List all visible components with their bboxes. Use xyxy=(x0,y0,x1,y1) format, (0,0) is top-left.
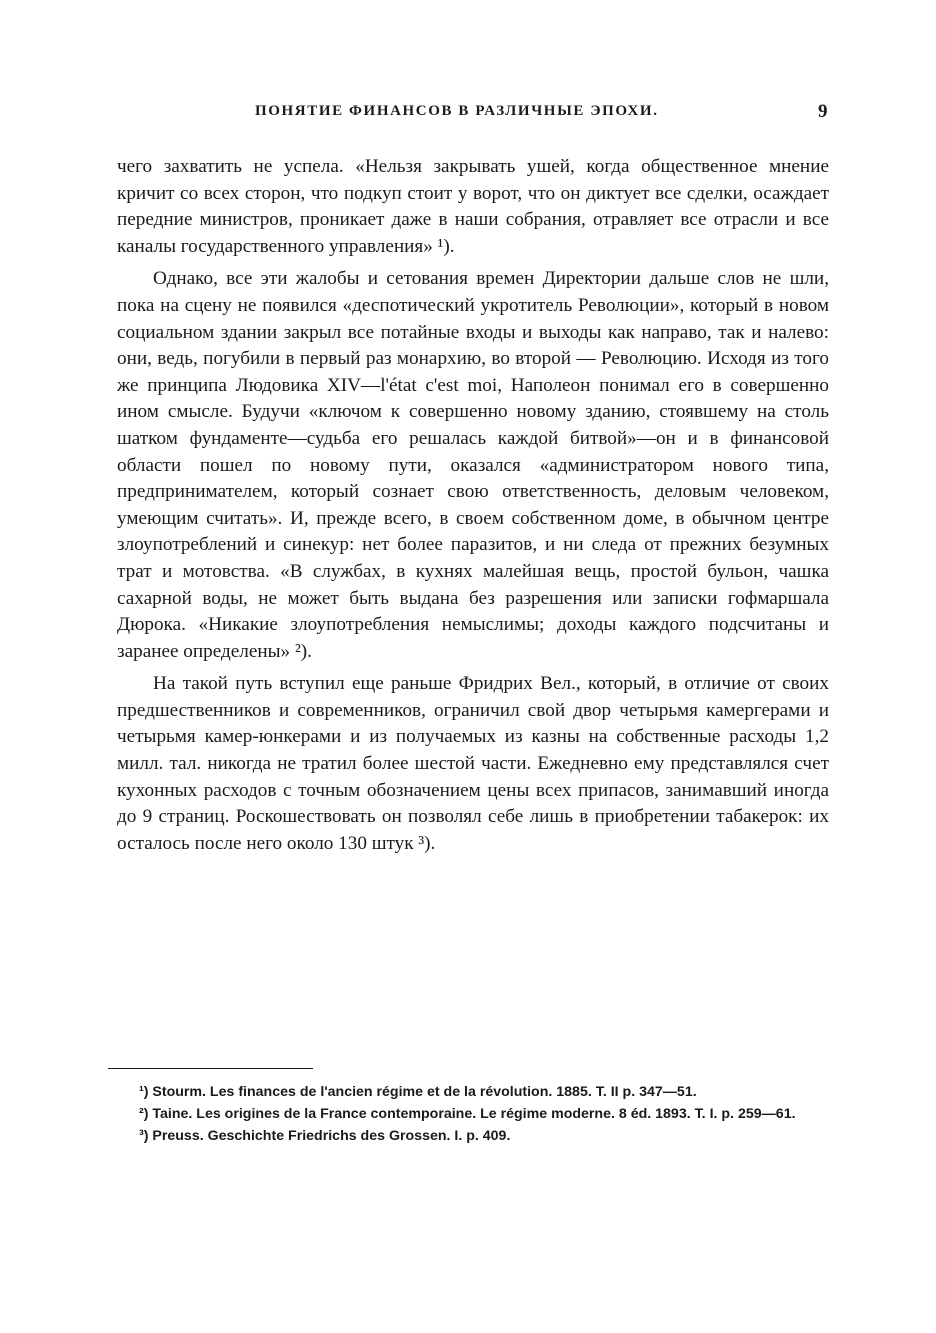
paragraph-3: На такой путь вступил еще раньше Фридрих Вел., который, в отличие от своих предшественников и современников, ограничил свой двор четырьмя камергерами и четырьмя камер-юнкерами и из получаемых из казны на собственные расходы 1,2 милл. тал. никогда не тратил более шестой части. Ежедневно ему представлялся счет кухонных расходов с точным обозначением цены всех припасов, занимавший иногда до 9 страниц. Роскошествовать он позволял себе лишь в приобретении табакерок: их осталось после него около 130 штук ³). xyxy=(117,673,829,854)
running-title: ПОНЯТИЕ ФИНАНСОВ В РАЗЛИЧНЫЕ ЭПОХИ. xyxy=(255,103,659,119)
paragraph-2: Однако, все эти жалобы и сетования времен Директории дальше слов не шли, пока на сцену не появился «деспотический укротитель Революции», который в новом социальном здании закрыл все потайные входы и выходы как направо, так и налево: они, ведь, погубили в первый раз монархию, во второй — Революцию. Исходя из того же принципа Людовика XIV—l'état c'est moi, Наполеон понимал его в совершенно ином смысле. Будучи «ключом к совершенно новому зданию, стоявшему на столь шатком фундаменте—судьба его решалась каждой битвой»—он и в финансовой области пошел по новому пути, оказался «администратором нового типа, предпринимателем, который сознает свою ответственность, деловым человеком, умеющим считать». И, прежде всего, в своем собственном доме, в обычном центре злоупотреблений и синекур: нет более паразитов, и ни следа от прежних безумных трат и мотовства. «В службах, в кухнях малейшая вещь, простой бульон, чашка сахарной воды, не может быть выдана без разрешения или записки гофмаршала Дюрока. «Никакие злоупотребления немыслимы; доходы каждого подсчитаны и заранее определены» ²). xyxy=(117,268,829,662)
footnotes xyxy=(117,1082,829,1148)
footnote-divider xyxy=(108,1068,313,1069)
footnote-1: ¹) Stourm. Les finances de l'ancien régime et de la révolution. 1885. T. II p. 347—51. xyxy=(139,1084,697,1100)
footnote-2: ²) Taine. Les origines de la France contemporaine. Le régime moderne. 8 éd. 1893. T. I. p. 259—61. xyxy=(139,1106,796,1122)
page-number: 9 xyxy=(818,101,828,122)
body-text xyxy=(117,154,829,863)
paragraph-1: чего захватить не успела. «Нельзя закрывать ушей, когда общественное мнение кричит со всех сторон, что подкуп стоит у ворот, что он диктует все сделки, осаждает передние министров, проникает даже в наши собрания, отравляет все отрасли и все каналы государственного управления» ¹). xyxy=(117,156,829,257)
footnote-3: ³) Preuss. Geschichte Friedrichs des Grossen. I. p. 409. xyxy=(139,1128,511,1144)
